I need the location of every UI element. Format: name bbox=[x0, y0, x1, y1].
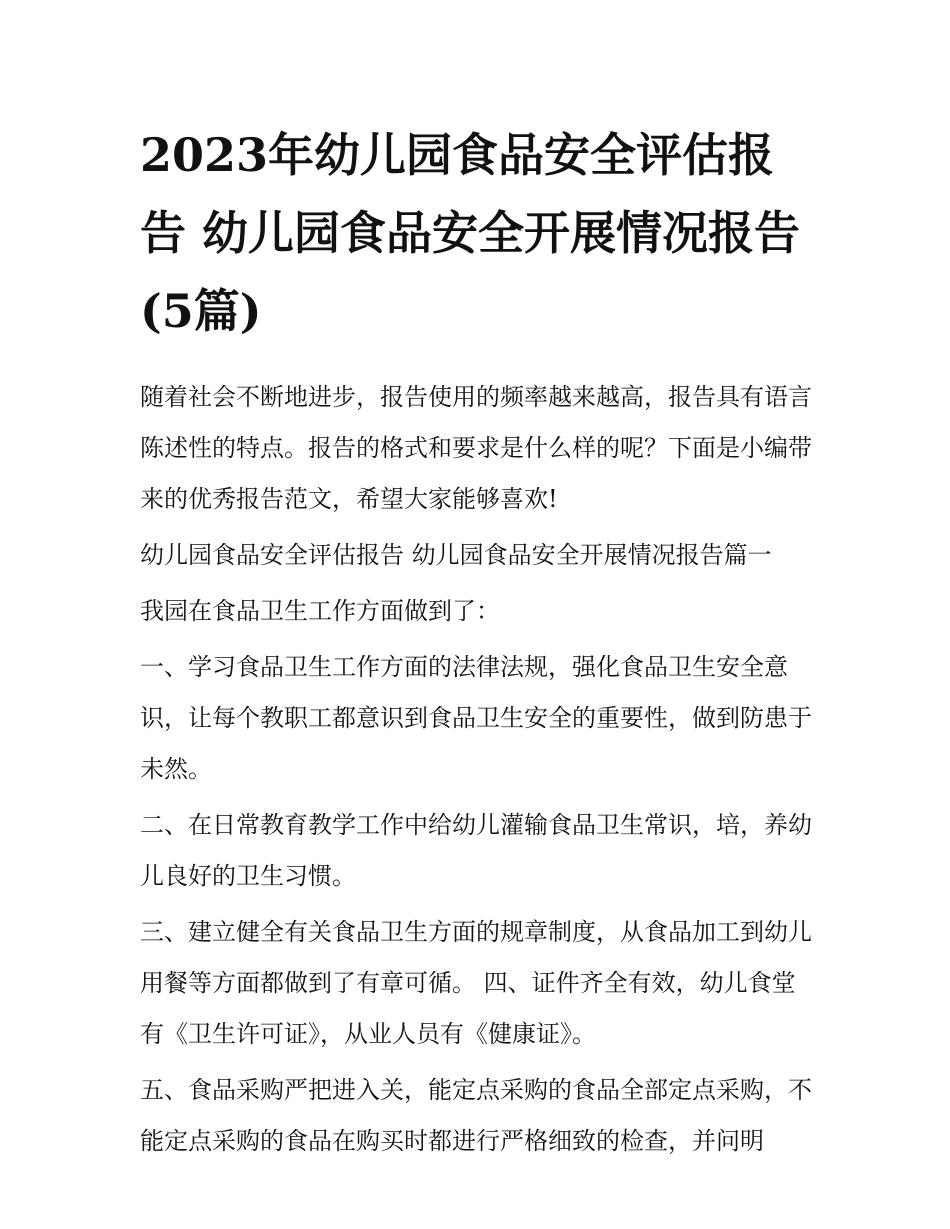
section-heading: 幼儿园食品安全评估报告 幼儿园食品安全开展情况报告篇一 bbox=[140, 541, 772, 569]
list-item-3-4: 三、建立健全有关食品卫生方面的规章制度，从食品加工到幼儿用餐等方面都做到了有章可循。 四、证件齐全有效，幼儿食堂有《卫生许可证》，从业人员有《健康证》。 bbox=[140, 918, 812, 1048]
list-item-5: 五、食品采购严把进入关，能定点采购的食品全部定点采购，不能定点采购的食品在购买时都进行严格细致的检查，并问明 bbox=[140, 1076, 812, 1155]
document-title: 2023年幼儿园食品安全评估报告 幼儿园食品安全开展情况报告(5篇) bbox=[140, 128, 801, 338]
list-item-2: 二、在日常教育教学工作中给幼儿灌输食品卫生常识，培，养幼儿良好的卫生习惯。 bbox=[140, 811, 812, 890]
intro-paragraph: 随着社会不断地进步，报告使用的频率越来越高，报告具有语言陈述性的特点。报告的格式和要求是什么样的呢？下面是小编带来的优秀报告范文，希望大家能够喜欢! bbox=[140, 383, 812, 513]
list-item-1: 一、学习食品卫生工作方面的法律法规，强化食品卫生安全意识，让每个教职工都意识到食品卫生安全的重要性，做到防患于未然。 bbox=[140, 653, 812, 783]
document-body bbox=[140, 372, 812, 1167]
body-paragraph: 我园在食品卫生工作方面做到了： bbox=[140, 597, 500, 625]
document-content bbox=[140, 116, 812, 1172]
